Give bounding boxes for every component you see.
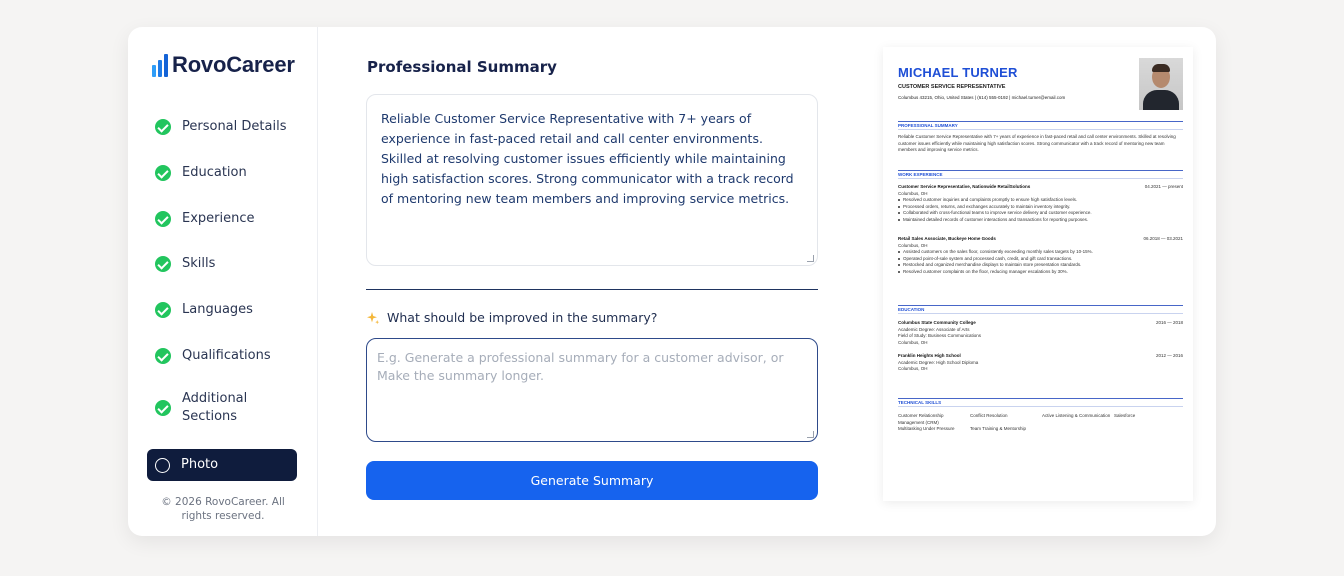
page-title: Professional Summary [367,58,557,76]
check-circle-icon [155,256,171,272]
sidebar-item-label: Personal Details [182,119,287,134]
sidebar-item-label: Additional Sections [182,391,248,424]
logo-bars-icon [152,54,168,77]
job-bullet: Resolved customer inquiries and complaints promptly to ensure high satisfaction levels. [898,197,1183,204]
school-name: Columbus State Community College [898,320,976,325]
improve-prompt-input[interactable] [366,338,818,442]
job-bullet: Maintained detailed records of customer interactions and transactions for reporting purposes. [898,217,1183,224]
brand-logo[interactable] [152,52,295,78]
check-circle-icon [155,400,171,416]
job-bullet: Operated point-of-sale system and processed cash, credit, and gift card transactions. [898,256,1183,263]
resume-job [898,184,1183,223]
education-line: Columbus, OH [898,339,928,345]
check-circle-icon [155,348,171,364]
resume-job [898,236,1183,275]
education-line: Academic Degree: Associate of Arts [898,326,970,332]
skill-item: Customer Relationship Management (CRM) [898,413,944,425]
skill-item: Multitasking Under Pressure [898,426,955,431]
education-dates: 2012 — 2016 [1155,353,1183,358]
brand-name: RovoCareer [172,52,295,77]
education-line: Field of Study: Business Communications [898,333,982,338]
education-dates: 2016 — 2018 [1155,320,1183,325]
resume-summary: Reliable Customer Service Representative with 7+ years of experience in fast-paced retail and call center environments. Skilled at resolving customer issues efficiently while maintaining high satisfaction scores. Strong communicator with a track record of mentoring new team members and improving service metrics. [898,134,1176,152]
job-bullet: Collaborated with cross-functional teams to improve service delivery and customer experience. [898,210,1183,217]
copyright-text: © 2026 RovoCareer. All rights reserved. [161,496,285,522]
resume-preview[interactable] [883,47,1193,501]
education-line: Columbus, OH [898,366,928,371]
sidebar-item-personal-details[interactable] [147,111,297,143]
sidebar [128,27,318,536]
summary-text: Reliable Customer Service Representative with 7+ years of experience in fast-paced retail and call center environments. Skilled at resolving customer issues efficiently while maintaining high satisfaction scores. Strong communicator with a track record of mentoring new team members and improving service metrics. [381,111,794,206]
resume-skills [898,413,1183,433]
summary-editor [366,27,818,536]
sidebar-item-label: Experience [182,211,255,226]
resume-section-heading: TECHNICAL SKILLS [898,398,1183,407]
job-dates: 04.2021 — present [1144,184,1183,189]
job-location: Columbus, OH [898,242,928,248]
job-title: Customer Service Representative, Nationwide RetailSolutions [898,184,1031,189]
job-title: Retail Sales Associate, Buckeye Home Goods [898,236,996,241]
job-bullet: Assisted customers on the sales floor, consistently exceeding monthly sales targets by 10-15%. [898,249,1183,256]
sidebar-item-experience[interactable] [147,203,297,235]
divider [366,289,818,290]
sidebar-item-label: Skills [182,256,216,271]
sparkle-icon [366,311,380,325]
sidebar-item-languages[interactable] [147,294,297,326]
job-bullet: Resolved customer complaints on the floor, reducing manager escalations by 30%. [898,269,1183,276]
check-circle-icon [155,302,171,318]
sidebar-item-label: Languages [182,302,253,317]
skill-item: Active Listening & Communication [1042,413,1111,418]
resume-role: CUSTOMER SERVICE REPRESENTATIVE [898,84,1006,90]
resume-contact: Columbus 43215, Ohio, United States | (614) 555-0192 | michael.turner@email.com [898,95,1066,100]
resume-section-heading: EDUCATION [898,305,1183,314]
summary-textarea[interactable] [366,94,818,266]
sidebar-item-label: Education [182,165,247,180]
improve-prompt-label-row [366,310,657,325]
resume-name: MICHAEL TURNER [898,65,1018,80]
check-circle-icon [155,211,171,227]
resume-section-heading: WORK EXPERIENCE [898,170,1183,179]
check-circle-icon [155,119,171,135]
resume-education-item [898,320,1183,346]
school-name: Franklin Heights High School [898,353,961,358]
check-circle-icon [155,165,171,181]
sidebar-item-label: Qualifications [182,348,271,363]
resize-grip-icon[interactable] [807,431,814,438]
skill-item: Conflict Resolution [970,413,1008,418]
job-bullet: Processed orders, returns, and exchanges accurately to maintain inventory integrity. [898,204,1183,211]
resize-grip-icon[interactable] [807,255,814,262]
resume-photo [1139,58,1183,110]
sidebar-item-qualifications[interactable] [147,340,297,372]
improve-label: What should be improved in the summary? [387,310,658,325]
resume-education-item [898,353,1183,373]
job-dates: 06.2018 — 03.2021 [1143,236,1183,241]
sidebar-item-label: Photo [181,457,219,472]
sidebar-item-education[interactable] [147,157,297,189]
empty-circle-icon [155,458,170,473]
sidebar-item-skills[interactable] [147,248,297,280]
app-card [128,27,1216,536]
skill-item: Team Training & Mentorship [970,426,1027,431]
education-line: Academic Degree: High School Diploma [898,359,979,365]
generate-summary-button[interactable]: Generate Summary [366,461,818,500]
job-location: Columbus, OH [898,190,928,196]
resume-section-heading: PROFESSIONAL SUMMARY [898,121,1183,130]
sidebar-item-photo[interactable] [147,449,297,481]
skill-item: Salesforce [1114,413,1136,418]
sidebar-item-additional-sections[interactable] [147,388,297,428]
prompt-placeholder: E.g. Generate a professional summary for a customer advisor, or Make the summary longer. [377,350,784,383]
job-bullet: Restocked and organized merchandise displays to maintain store presentation standards. [898,262,1183,269]
